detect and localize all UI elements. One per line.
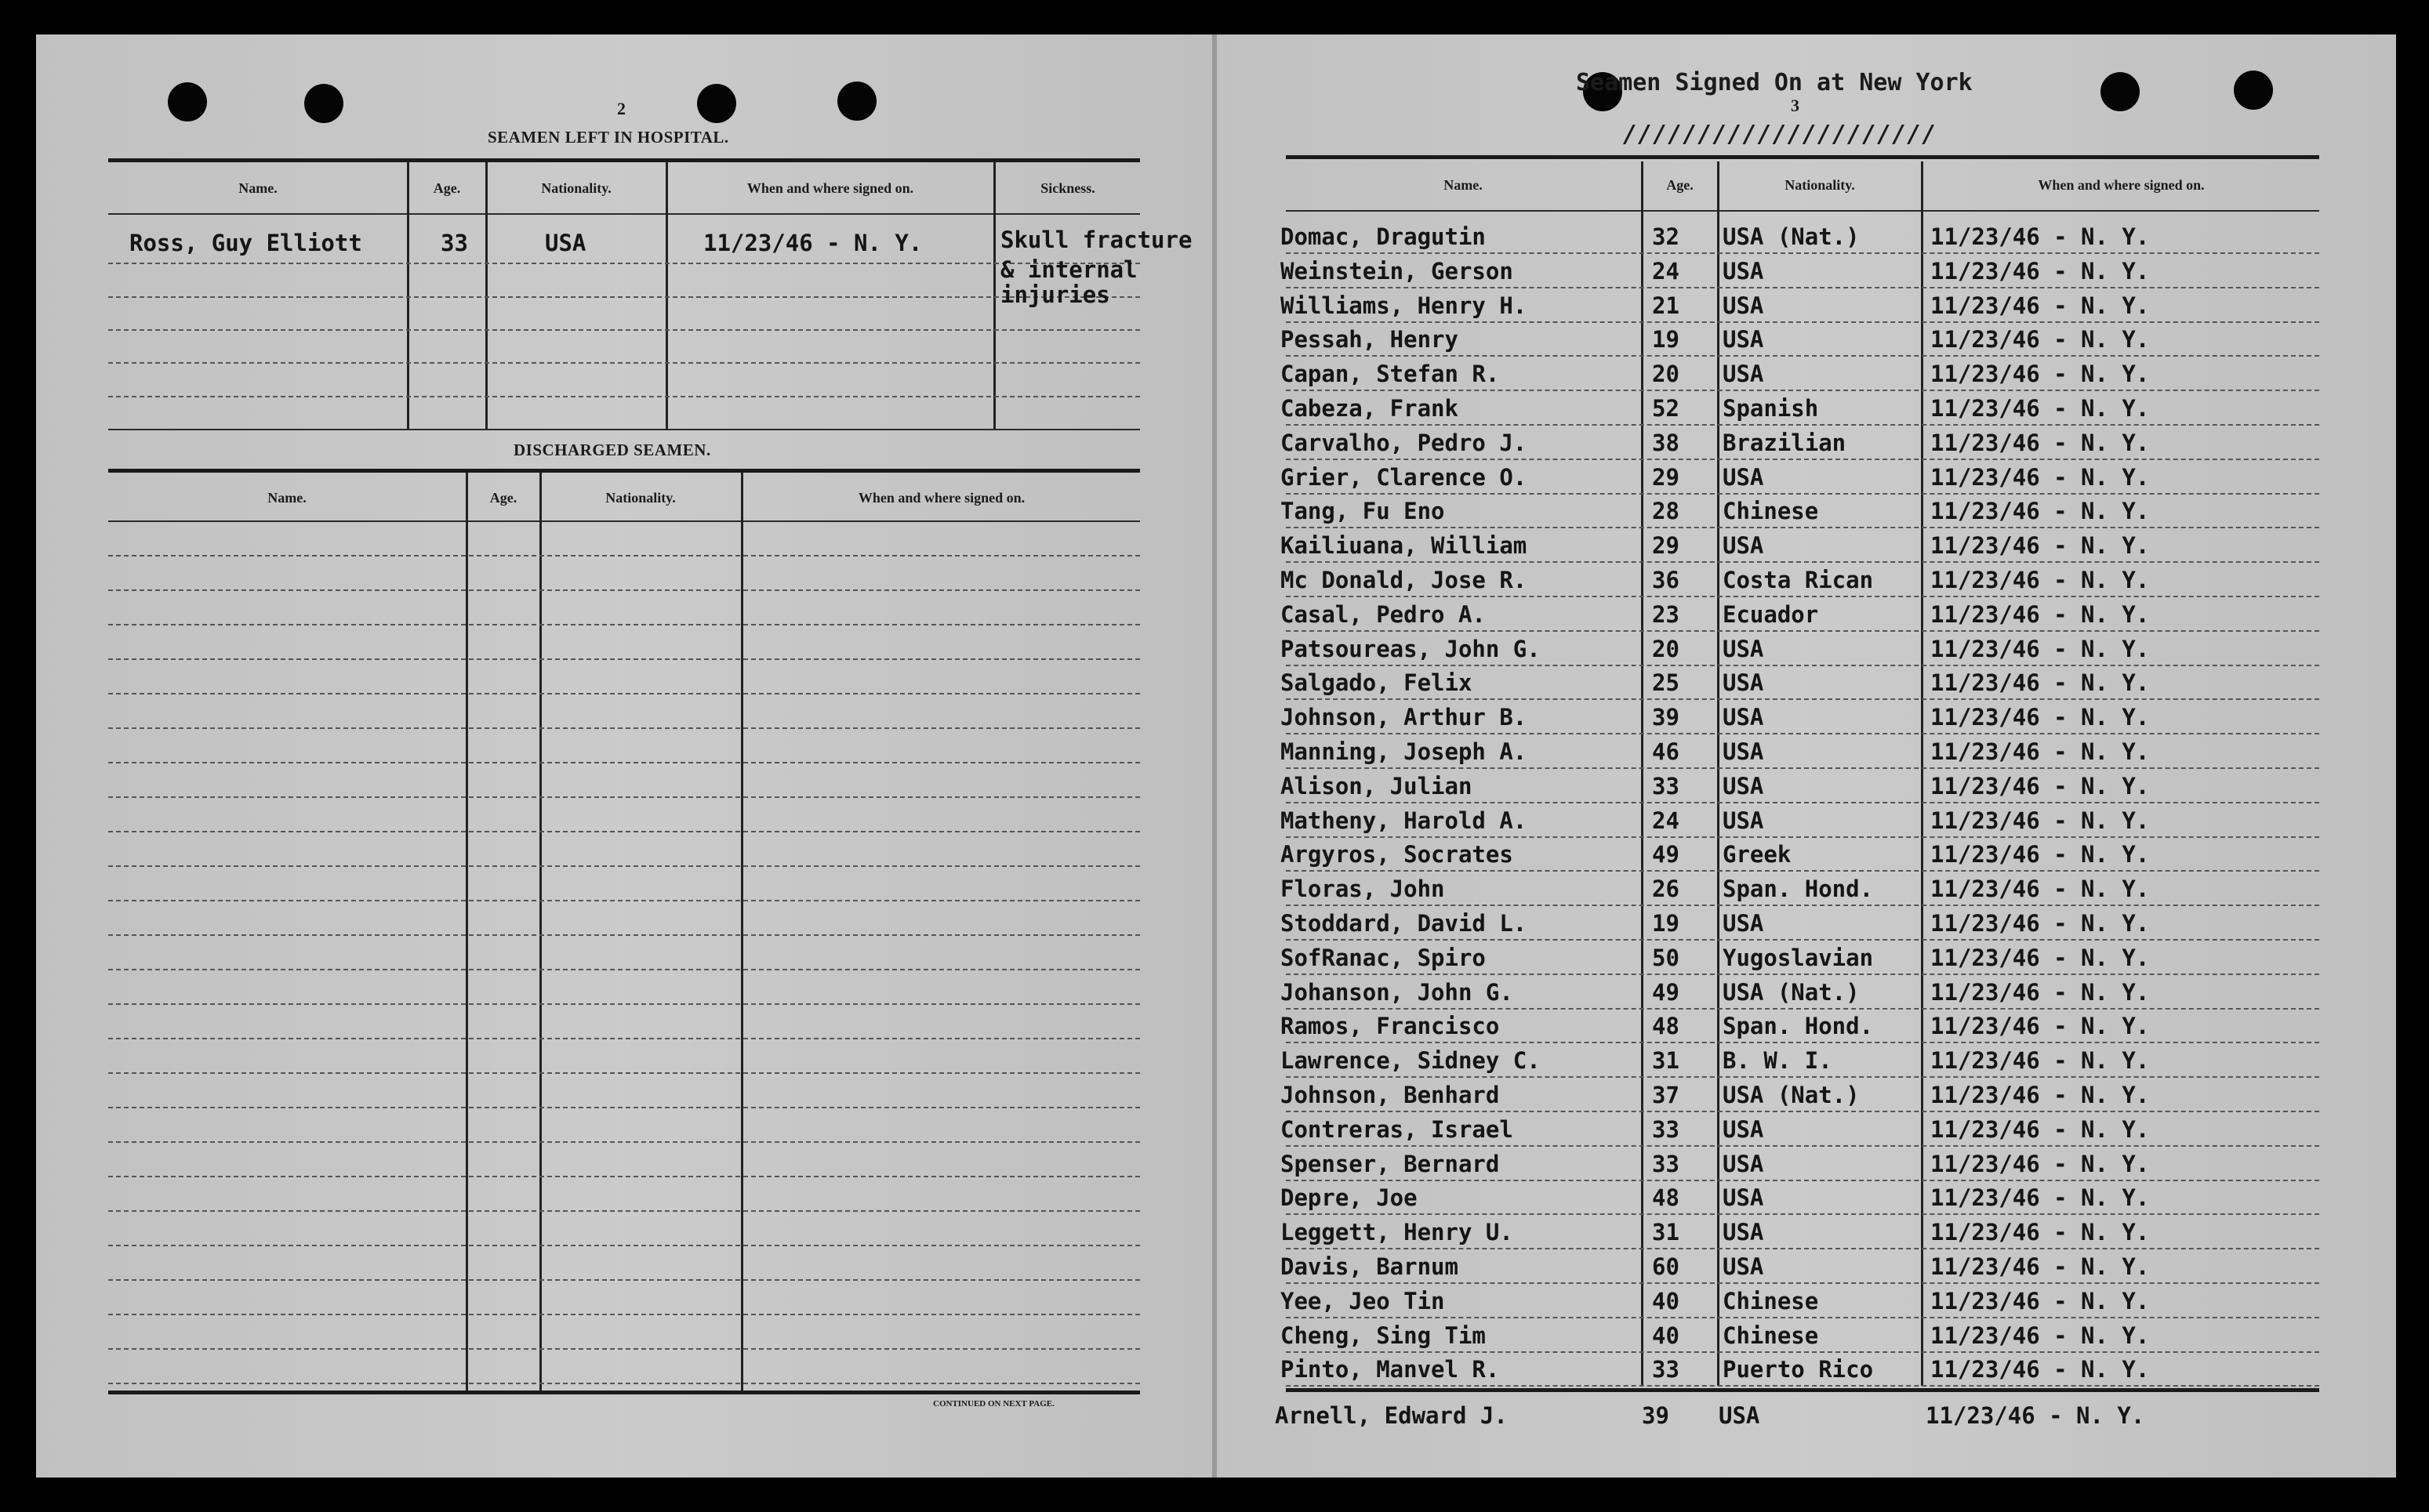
row-guide [1286, 630, 2319, 632]
crew-row-nationality: USA [1723, 1116, 1764, 1143]
crew-row-signed-on: 11/23/46 - N. Y. [1930, 223, 2150, 250]
crew-row-signed-on: 11/23/46 - N. Y. [1930, 1219, 2150, 1245]
crew-row-nationality: Ecuador [1723, 601, 1819, 628]
crew-row-nationality: Chinese [1723, 498, 1819, 524]
crew-row-age: 52 [1652, 395, 1679, 422]
row-guide [108, 900, 1140, 901]
row-guide [1286, 1385, 2319, 1387]
crew-row-signed-on: 11/23/46 - N. Y. [1930, 910, 2150, 937]
row-guide [1286, 1180, 2319, 1181]
punch-hole [697, 84, 736, 123]
crew-header-age: Age. [1666, 177, 1694, 193]
row-guide [108, 1141, 1140, 1143]
crew-row-name: Williams, Henry H. [1280, 292, 1527, 319]
crew-row-nationality: USA [1723, 704, 1764, 731]
crew-header-signed-on: When and where signed on. [2038, 177, 2205, 193]
row-guide [1286, 252, 2319, 254]
crew-row-nationality: Chinese [1723, 1288, 1819, 1314]
crew-row-nationality: USA [1723, 669, 1764, 696]
crew-row-nationality: USA [1723, 738, 1764, 765]
crew-row-signed-on: 11/23/46 - N. Y. [1930, 1253, 2150, 1280]
crew-row-nationality: USA [1723, 1253, 1764, 1280]
punch-hole [2100, 72, 2140, 111]
crew-row-nationality: USA [1723, 636, 1764, 662]
crew-row-name: Cabeza, Frank [1280, 395, 1458, 422]
row-guide [108, 1348, 1140, 1350]
crew-header-name: Name. [1443, 177, 1483, 193]
crew-row-signed-on: 11/23/46 - N. Y. [1930, 258, 2150, 285]
extra-entry-age: 39 [1642, 1402, 1669, 1429]
crew-row-nationality: USA [1723, 807, 1764, 834]
crew-row-name: Pessah, Henry [1280, 326, 1458, 353]
discharged-col-divider [466, 473, 468, 1394]
row-guide [1286, 355, 2319, 357]
row-guide [1286, 1351, 2319, 1353]
row-guide [108, 658, 1140, 660]
hospital-top-rule [108, 158, 1140, 162]
crew-row-age: 46 [1652, 738, 1679, 765]
discharged-bottom-rule [108, 1391, 1140, 1394]
row-guide [108, 1072, 1140, 1074]
crew-row-signed-on: 11/23/46 - N. Y. [1930, 1013, 2150, 1039]
row-guide [1286, 767, 2319, 769]
crew-row-signed-on: 11/23/46 - N. Y. [1930, 532, 2150, 559]
crew-row-signed-on: 11/23/46 - N. Y. [1930, 1356, 2150, 1383]
row-guide [1286, 733, 2319, 734]
crew-row-name: Contreras, Israel [1280, 1116, 1513, 1143]
row-guide [108, 1245, 1140, 1246]
row-guide [1286, 596, 2319, 597]
crew-row-nationality: Brazilian [1723, 430, 1846, 456]
crew-row-name: Carvalho, Pedro J. [1280, 430, 1527, 456]
hospital-header-age: Age. [433, 180, 461, 196]
crew-row-name: Johnson, Arthur B. [1280, 704, 1527, 731]
crew-row-age: 33 [1652, 1151, 1679, 1177]
discharged-header-signed-on: When and where signed on. [858, 490, 1026, 506]
row-guide [108, 1383, 1140, 1384]
crew-row-signed-on: 11/23/46 - N. Y. [1930, 1047, 2150, 1074]
crew-row-age: 20 [1652, 636, 1679, 662]
crew-row-name: Casal, Pedro A. [1280, 601, 1486, 628]
crew-row-name: Johanson, John G. [1280, 979, 1513, 1006]
crew-row-name: Capan, Stefan R. [1280, 361, 1500, 387]
crew-row-name: Yee, Jeo Tin [1280, 1288, 1445, 1314]
crew-row-nationality: USA [1723, 326, 1764, 353]
crew-row-name: SofRanac, Spiro [1280, 945, 1486, 971]
crew-row-name: Spenser, Bernard [1280, 1151, 1500, 1177]
punch-hole [837, 82, 877, 121]
row-guide [1286, 459, 2319, 460]
crew-row-nationality: Puerto Rico [1723, 1356, 1874, 1383]
crew-row-signed-on: 11/23/46 - N. Y. [1930, 945, 2150, 971]
row-guide [1286, 1282, 2319, 1284]
crew-row-name: Grier, Clarence O. [1280, 464, 1527, 491]
row-guide [1286, 561, 2319, 563]
crew-row-age: 48 [1652, 1184, 1679, 1211]
crew-row-name: Domac, Dragutin [1280, 223, 1486, 250]
crew-row-nationality: Span. Hond. [1723, 1013, 1874, 1039]
crew-row-signed-on: 11/23/46 - N. Y. [1930, 1322, 2150, 1349]
crew-header-nationality: Nationality. [1785, 177, 1855, 193]
hospital-entry-name: Ross, Guy Elliott [129, 230, 362, 256]
row-guide [1286, 390, 2319, 391]
crew-row-signed-on: 11/23/46 - N. Y. [1930, 841, 2150, 868]
punch-hole [2234, 71, 2273, 110]
crew-row-age: 31 [1652, 1219, 1679, 1245]
crew-row-age: 40 [1652, 1288, 1679, 1314]
crew-row-age: 31 [1652, 1047, 1679, 1074]
crew-row-nationality: USA [1723, 1219, 1764, 1245]
crew-row-age: 36 [1652, 567, 1679, 593]
crew-row-name: Stoddard, David L. [1280, 910, 1527, 937]
row-guide [1286, 939, 2319, 941]
row-guide [108, 1003, 1140, 1005]
crew-col-divider [1921, 161, 1923, 1386]
hospital-col-divider [666, 162, 668, 429]
row-guide [1286, 698, 2319, 700]
hospital-section-title: SEAMEN LEFT IN HOSPITAL. [488, 128, 729, 147]
crew-row-signed-on: 11/23/46 - N. Y. [1930, 1184, 2150, 1211]
row-guide [108, 1038, 1140, 1039]
hospital-entry-nationality: USA [545, 230, 586, 256]
crew-row-name: Cheng, Sing Tim [1280, 1322, 1486, 1349]
crew-row-age: 24 [1652, 258, 1679, 285]
crew-row-name: Alison, Julian [1280, 773, 1472, 800]
crew-row-nationality: Greek [1723, 841, 1792, 868]
crew-row-name: Manning, Joseph A. [1280, 738, 1527, 765]
crew-row-nationality: USA (Nat.) [1723, 223, 1860, 250]
crew-row-signed-on: 11/23/46 - N. Y. [1930, 979, 2150, 1006]
crew-row-nationality: USA (Nat.) [1723, 1082, 1860, 1108]
row-guide [108, 1314, 1140, 1315]
row-guide [108, 969, 1140, 970]
crew-row-age: 40 [1652, 1322, 1679, 1349]
crew-row-age: 33 [1652, 1116, 1679, 1143]
row-guide [1286, 802, 2319, 803]
crew-row-age: 49 [1652, 979, 1679, 1006]
row-guide [108, 555, 1140, 557]
hospital-header-rule [108, 213, 1140, 215]
crew-row-signed-on: 11/23/46 - N. Y. [1930, 1082, 2150, 1108]
crew-row-nationality: Span. Hond. [1723, 876, 1874, 902]
row-guide [108, 624, 1140, 625]
discharged-col-divider [741, 473, 743, 1394]
hospital-col-divider [407, 162, 409, 429]
crew-row-age: 37 [1652, 1082, 1679, 1108]
crew-row-nationality: B. W. I. [1723, 1047, 1832, 1074]
crew-row-age: 26 [1652, 876, 1679, 902]
crew-row-nationality: USA [1723, 773, 1764, 800]
discharged-col-divider [539, 473, 542, 1394]
hospital-header-signed-on: When and where signed on. [746, 180, 914, 196]
crew-row-name: Johnson, Benhard [1280, 1082, 1500, 1108]
crew-row-nationality: USA [1723, 361, 1764, 387]
crew-row-signed-on: 11/23/46 - N. Y. [1930, 1116, 2150, 1143]
row-guide [1286, 1248, 2319, 1249]
row-guide [1286, 1042, 2319, 1043]
crew-row-name: Leggett, Henry U. [1280, 1219, 1513, 1245]
crew-row-age: 48 [1652, 1013, 1679, 1039]
crew-row-age: 60 [1652, 1253, 1679, 1280]
crew-row-age: 29 [1652, 532, 1679, 559]
crew-row-age: 33 [1652, 773, 1679, 800]
crew-row-age: 19 [1652, 910, 1679, 937]
row-guide [108, 796, 1140, 798]
continued-note: CONTINUED ON NEXT PAGE. [933, 1399, 1055, 1409]
struck-out-heading: ///////////////////// [1623, 121, 1937, 148]
crew-row-age: 32 [1652, 223, 1679, 250]
crew-row-signed-on: 11/23/46 - N. Y. [1930, 704, 2150, 731]
crew-row-age: 28 [1652, 498, 1679, 524]
crew-bottom-rule [1286, 1388, 2319, 1392]
row-guide [108, 762, 1140, 763]
crew-row-nationality: USA [1723, 292, 1764, 319]
crew-row-signed-on: 11/23/46 - N. Y. [1930, 601, 2150, 628]
hospital-col-divider [993, 162, 996, 429]
crew-row-age: 33 [1652, 1356, 1679, 1383]
row-guide [108, 865, 1140, 867]
crew-row-age: 21 [1652, 292, 1679, 319]
punch-hole [168, 82, 207, 121]
row-guide [1286, 836, 2319, 838]
crew-row-signed-on: 11/23/46 - N. Y. [1930, 1151, 2150, 1177]
row-guide [108, 396, 1140, 397]
crew-row-age: 20 [1652, 361, 1679, 387]
row-guide [1286, 665, 2319, 666]
hospital-entry-sickness: & internal [1000, 256, 1138, 283]
left-page-number: 2 [617, 99, 626, 118]
crew-row-age: 50 [1652, 945, 1679, 971]
crew-row-nationality: USA (Nat.) [1723, 979, 1860, 1006]
crew-row-name: Davis, Barnum [1280, 1253, 1458, 1280]
row-guide [108, 296, 1140, 298]
crew-row-nationality: USA [1723, 532, 1764, 559]
hospital-header-sickness: Sickness. [1040, 180, 1095, 196]
hospital-header-nationality: Nationality. [541, 180, 612, 196]
crew-row-nationality: USA [1723, 258, 1764, 285]
row-guide [1286, 905, 2319, 906]
row-guide [1286, 527, 2319, 528]
crew-row-name: Kailiuana, William [1280, 532, 1527, 559]
row-guide [1286, 870, 2319, 872]
hospital-entry-sickness: injuries [1000, 281, 1110, 308]
extra-entry-nationality: USA [1719, 1402, 1760, 1429]
row-guide [1286, 1317, 2319, 1318]
crew-row-name: Patsoureas, John G. [1280, 636, 1541, 662]
crew-col-divider [1717, 161, 1719, 1386]
hospital-entry-age: 33 [441, 230, 468, 256]
row-guide [1286, 974, 2319, 975]
row-guide [108, 1107, 1140, 1108]
hospital-col-divider [485, 162, 488, 429]
row-guide [1286, 287, 2319, 288]
row-guide [108, 934, 1140, 936]
crew-row-age: 25 [1652, 669, 1679, 696]
right-page-heading: Seamen Signed On at New York [1576, 69, 1973, 96]
crew-row-name: Tang, Fu Eno [1280, 498, 1445, 524]
hospital-bottom-rule [108, 429, 1140, 430]
crew-row-name: Ramos, Francisco [1280, 1013, 1500, 1039]
row-guide [108, 1279, 1140, 1281]
crew-row-age: 49 [1652, 841, 1679, 868]
crew-row-nationality: USA [1723, 910, 1764, 937]
extra-entry-signed-on: 11/23/46 - N. Y. [1926, 1402, 2145, 1429]
crew-row-signed-on: 11/23/46 - N. Y. [1930, 773, 2150, 800]
crew-row-signed-on: 11/23/46 - N. Y. [1930, 361, 2150, 387]
hospital-header-name: Name. [238, 180, 278, 196]
crew-row-nationality: Costa Rican [1723, 567, 1874, 593]
crew-row-name: Pinto, Manvel R. [1280, 1356, 1500, 1383]
crew-row-signed-on: 11/23/46 - N. Y. [1930, 669, 2150, 696]
crew-row-signed-on: 11/23/46 - N. Y. [1930, 430, 2150, 456]
crew-row-signed-on: 11/23/46 - N. Y. [1930, 567, 2150, 593]
discharged-section-title: DISCHARGED SEAMEN. [514, 441, 711, 459]
crew-row-name: Argyros, Socrates [1280, 841, 1513, 868]
discharged-header-nationality: Nationality. [605, 490, 676, 506]
row-guide [1286, 1076, 2319, 1078]
crew-row-age: 23 [1652, 601, 1679, 628]
crew-row-nationality: USA [1723, 1184, 1764, 1211]
crew-row-nationality: USA [1723, 464, 1764, 491]
crew-header-rule [1286, 210, 2319, 212]
row-guide [108, 693, 1140, 694]
row-guide [108, 263, 1140, 264]
hospital-entry-signed-on: 11/23/46 - N. Y. [703, 230, 923, 256]
crew-row-age: 38 [1652, 430, 1679, 456]
crew-row-signed-on: 11/23/46 - N. Y. [1930, 326, 2150, 353]
crew-row-age: 39 [1652, 704, 1679, 731]
crew-row-signed-on: 11/23/46 - N. Y. [1930, 738, 2150, 765]
crew-row-name: Depre, Joe [1280, 1184, 1418, 1211]
punch-hole [304, 84, 343, 123]
crew-row-age: 19 [1652, 326, 1679, 353]
discharged-header-rule [108, 520, 1140, 522]
extra-entry-name: Arnell, Edward J. [1275, 1402, 1508, 1429]
row-guide [1286, 1008, 2319, 1010]
right-page-number: 3 [1791, 96, 1799, 115]
crew-row-nationality: Yugoslavian [1723, 945, 1874, 971]
crew-row-signed-on: 11/23/46 - N. Y. [1930, 636, 2150, 662]
row-guide [108, 831, 1140, 832]
crew-row-age: 24 [1652, 807, 1679, 834]
row-guide [108, 589, 1140, 591]
crew-row-name: Weinstein, Gerson [1280, 258, 1513, 285]
crew-row-signed-on: 11/23/46 - N. Y. [1930, 1288, 2150, 1314]
crew-row-name: Salgado, Felix [1280, 669, 1472, 696]
crew-col-divider [1641, 161, 1643, 1386]
crew-row-name: Matheny, Harold A. [1280, 807, 1527, 834]
crew-row-name: Floras, John [1280, 876, 1445, 902]
row-guide [1286, 1111, 2319, 1112]
row-guide [1286, 493, 2319, 495]
discharged-header-age: Age. [489, 490, 517, 506]
crew-row-nationality: Chinese [1723, 1322, 1819, 1349]
crew-row-signed-on: 11/23/46 - N. Y. [1930, 292, 2150, 319]
row-guide [108, 329, 1140, 331]
hospital-entry-sickness: Skull fracture [1000, 227, 1193, 253]
crew-row-name: Mc Donald, Jose R. [1280, 567, 1527, 593]
crew-top-rule [1286, 155, 2319, 159]
row-guide [1286, 1145, 2319, 1147]
crew-row-signed-on: 11/23/46 - N. Y. [1930, 395, 2150, 422]
crew-row-signed-on: 11/23/46 - N. Y. [1930, 498, 2150, 524]
crew-row-nationality: Spanish [1723, 395, 1819, 422]
row-guide [108, 1210, 1140, 1212]
crew-row-nationality: USA [1723, 1151, 1764, 1177]
crew-row-signed-on: 11/23/46 - N. Y. [1930, 464, 2150, 491]
row-guide [1286, 424, 2319, 426]
crew-row-name: Lawrence, Sidney C. [1280, 1047, 1541, 1074]
row-guide [108, 727, 1140, 729]
row-guide [1286, 321, 2319, 323]
row-guide [1286, 1213, 2319, 1215]
discharged-top-rule [108, 469, 1140, 473]
crew-row-signed-on: 11/23/46 - N. Y. [1930, 807, 2150, 834]
row-guide [108, 1176, 1140, 1177]
row-guide [108, 362, 1140, 364]
crew-row-age: 29 [1652, 464, 1679, 491]
discharged-header-name: Name. [267, 490, 307, 506]
crew-row-signed-on: 11/23/46 - N. Y. [1930, 876, 2150, 902]
